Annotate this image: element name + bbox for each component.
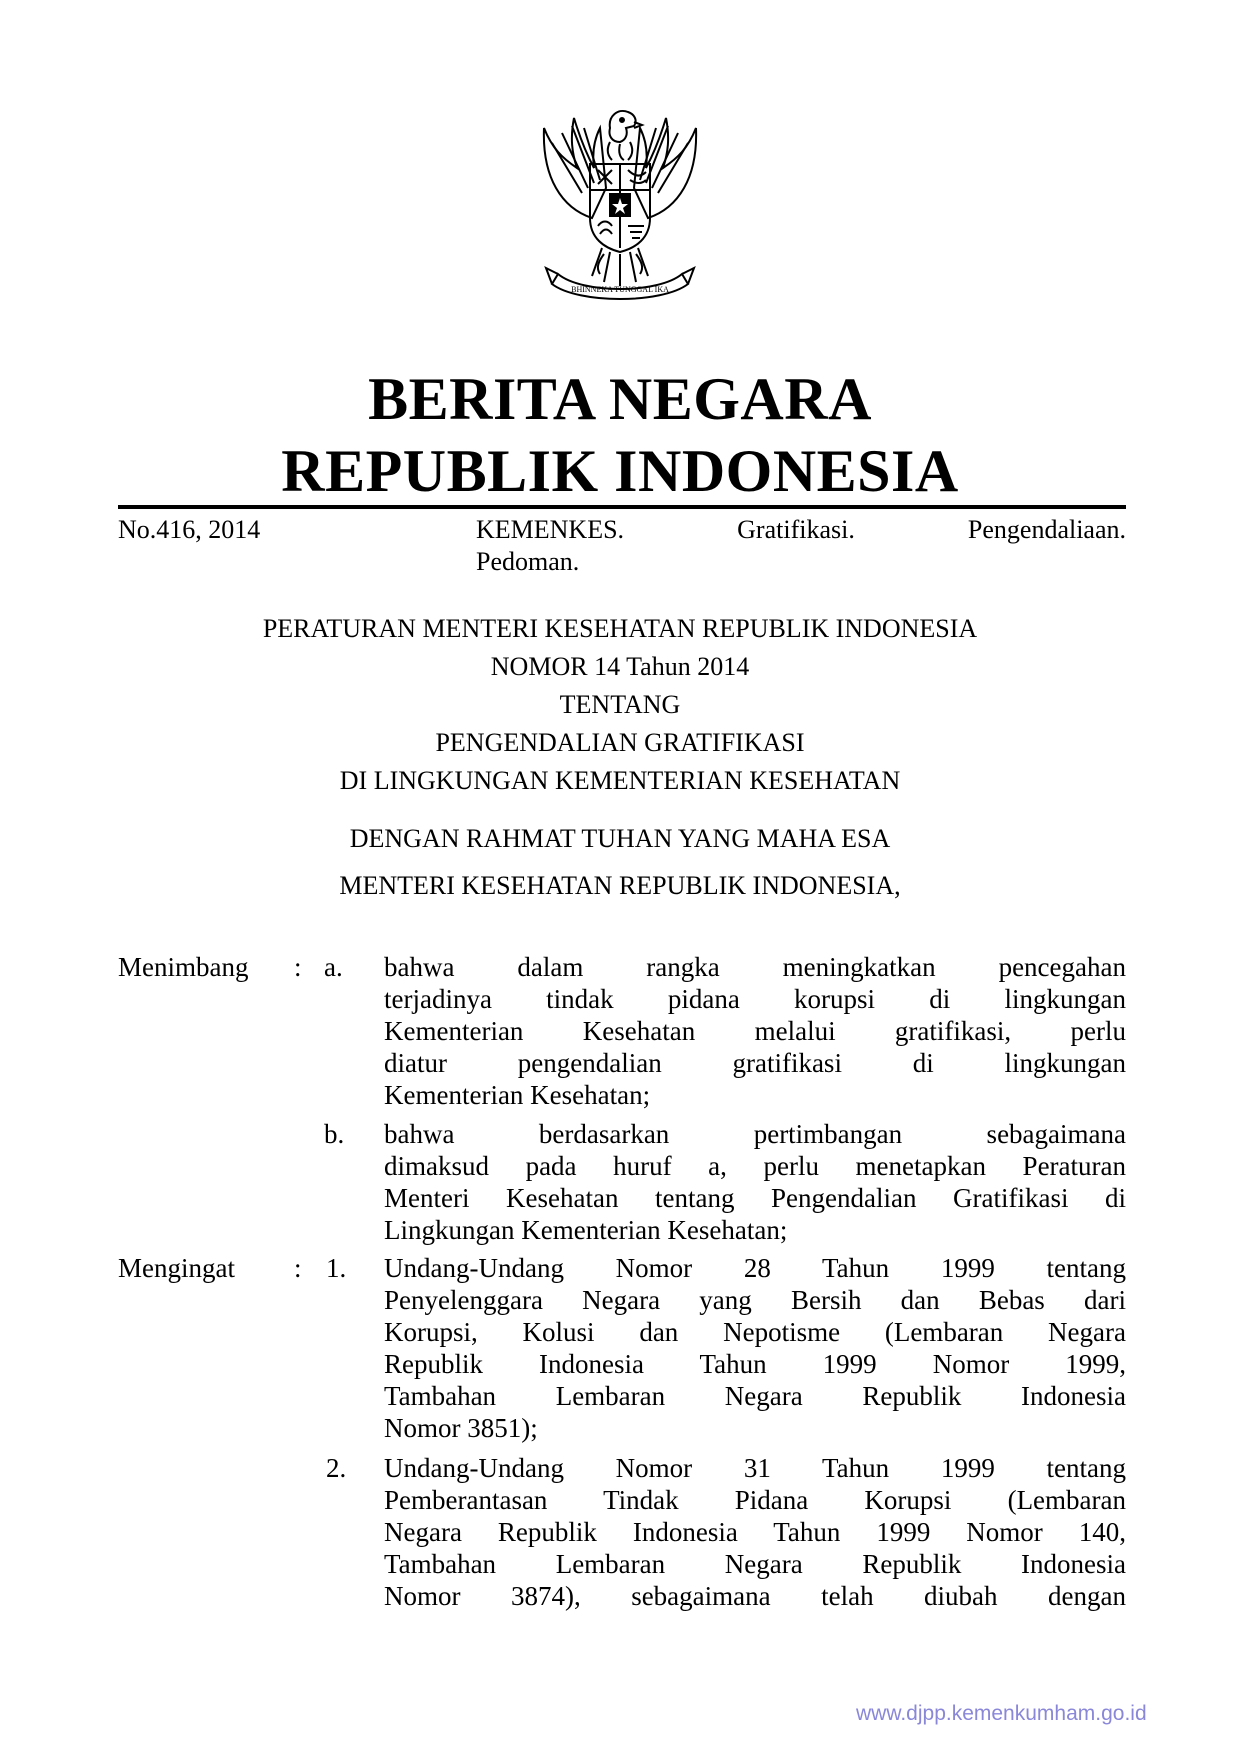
text-line: Tambahan Lembaran Negara Republik Indonesia	[384, 1549, 1126, 1579]
item-marker: b.	[324, 1119, 345, 1149]
gazette-subject-line2: Pedoman.	[476, 547, 580, 576]
subject-word: KEMENKES.	[476, 515, 625, 544]
regulation-tentang: TENTANG	[559, 690, 681, 719]
emblem-motto: BHINNEKA TUNGGAL IKA	[571, 285, 669, 294]
text-line: bahwa berdasarkan pertimbangan sebagaimana	[384, 1119, 1126, 1149]
mengingat-label: Mengingat	[118, 1253, 235, 1283]
text-line: Undang-Undang Nomor 28 Tahun 1999 tentang	[384, 1253, 1126, 1283]
item-marker: a.	[324, 952, 343, 982]
text-line: Negara Republik Indonesia Tahun 1999 Nomor 140,	[384, 1517, 1126, 1547]
invocation: DENGAN RAHMAT TUHAN YANG MAHA ESA	[349, 824, 891, 853]
text-line: Nomor 3851);	[384, 1413, 538, 1443]
gazette-number: No.416, 2014	[118, 515, 261, 544]
text-line: terjadinya tindak pidana korupsi di lingkungan	[384, 984, 1126, 1014]
menimbang-item-a	[384, 951, 1126, 1111]
regulation-number: NOMOR 14 Tahun 2014	[490, 652, 750, 681]
menimbang-colon: :	[294, 952, 302, 982]
gazette-subject	[476, 514, 1126, 546]
text-line: Lingkungan Kementerian Kesehatan;	[384, 1215, 788, 1245]
mengingat-item-2	[384, 1452, 1126, 1612]
text-line: Kementerian Kesehatan;	[384, 1080, 651, 1110]
menimbang-label: Menimbang	[118, 952, 249, 982]
gazette-title-line1: BERITA NEGARA	[368, 366, 872, 432]
garuda-pancasila-emblem-icon	[522, 98, 718, 310]
item-marker: 2.	[326, 1453, 347, 1483]
menimbang-item-b	[384, 1118, 1126, 1246]
header-divider	[118, 505, 1126, 509]
gazette-title-line2: REPUBLIK INDONESIA	[281, 438, 959, 504]
text-line: Republik Indonesia Tahun 1999 Nomor 1999,	[384, 1349, 1126, 1379]
mengingat-colon: :	[294, 1253, 302, 1283]
text-line: dimaksud pada huruf a, perlu menetapkan Peraturan	[384, 1151, 1126, 1181]
subject-word: Gratifikasi.	[737, 515, 855, 544]
subject-word: Pengendaliaan.	[967, 515, 1127, 544]
text-line: Pemberantasan Tindak Pidana Korupsi (Lembaran	[384, 1485, 1126, 1515]
item-marker: 1.	[326, 1253, 347, 1283]
text-line: Penyelenggara Negara yang Bersih dan Bebas dari	[384, 1285, 1126, 1315]
text-line: Tambahan Lembaran Negara Republik Indonesia	[384, 1381, 1126, 1411]
text-line: Nomor 3874), sebagaimana telah diubah dengan	[384, 1581, 1126, 1611]
text-line: bahwa dalam rangka meningkatkan pencegahan	[384, 952, 1126, 982]
mengingat-item-1	[384, 1252, 1126, 1444]
regulation-title: PERATURAN MENTERI KESEHATAN REPUBLIK INDONESIA	[262, 614, 978, 643]
text-line: Korupsi, Kolusi dan Nepotisme (Lembaran Negara	[384, 1317, 1126, 1347]
source-url: www.djpp.kemenkumham.go.id	[856, 1702, 1147, 1725]
text-line: Kementerian Kesehatan melalui gratifikasi, perlu	[384, 1016, 1126, 1046]
text-line: Undang-Undang Nomor 31 Tahun 1999 tentang	[384, 1453, 1126, 1483]
text-line: Menteri Kesehatan tentang Pengendalian Gratifikasi di	[384, 1183, 1126, 1213]
regulation-subject: PENGENDALIAN GRATIFIKASI	[435, 728, 805, 757]
issuer: MENTERI KESEHATAN REPUBLIK INDONESIA,	[339, 871, 901, 900]
text-line: diatur pengendalian gratifikasi di lingkungan	[384, 1048, 1126, 1078]
regulation-scope: DI LINGKUNGAN KEMENTERIAN KESEHATAN	[339, 766, 901, 795]
